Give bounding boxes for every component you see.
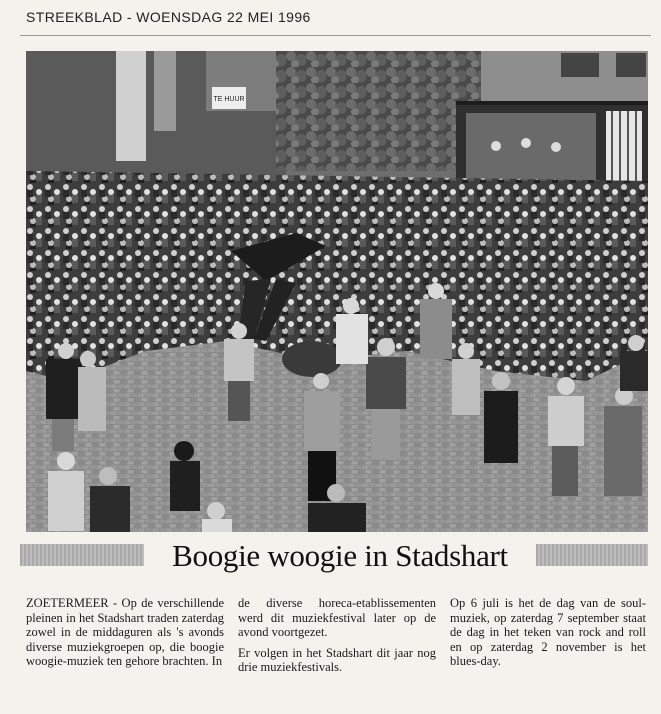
headline-band — [20, 537, 648, 577]
paragraph-1-text: - Op de verschillende pleinen in het Stadshart traden zaterdag zowel in de middaguren als 's avonds diverse muziekgroepen op, die boogie woogie-muziek ten gehore brachten. In — [26, 596, 224, 669]
umbrella — [282, 341, 342, 377]
masthead: STREEKBLAD - WOENSDAG 22 MEI 1996 — [26, 9, 311, 25]
masthead-rule — [20, 35, 651, 36]
article-column-2 — [238, 596, 436, 681]
paragraph-3: Er volgen in het Stadshart dit jaar nog drie muziekfestivals. — [238, 645, 436, 675]
storefront-columns — [116, 51, 146, 161]
paragraph-4: Op 6 juli is het de dag van de soul-muziek, op zaterdag 7 september staat de dag in het teken van rock and roll en op zaterdag 2 november is het blues-day. — [450, 596, 646, 669]
dateline: ZOETERMEER — [26, 596, 109, 610]
headline: Boogie woogie in Stadshart — [172, 538, 508, 573]
article-column-3 — [450, 596, 646, 675]
trees-center — [276, 51, 486, 171]
headline-bar-left — [20, 544, 144, 566]
paragraph-1 — [26, 596, 224, 669]
paragraph-2: de diverse horeca-etablissementen werd dit muziekfestival later op de avond voortgezet. — [238, 596, 436, 640]
news-photo — [26, 51, 648, 532]
headline-bar-right — [536, 544, 648, 566]
sign-text: TE HUUR — [213, 96, 245, 103]
article-column-1 — [26, 596, 224, 675]
